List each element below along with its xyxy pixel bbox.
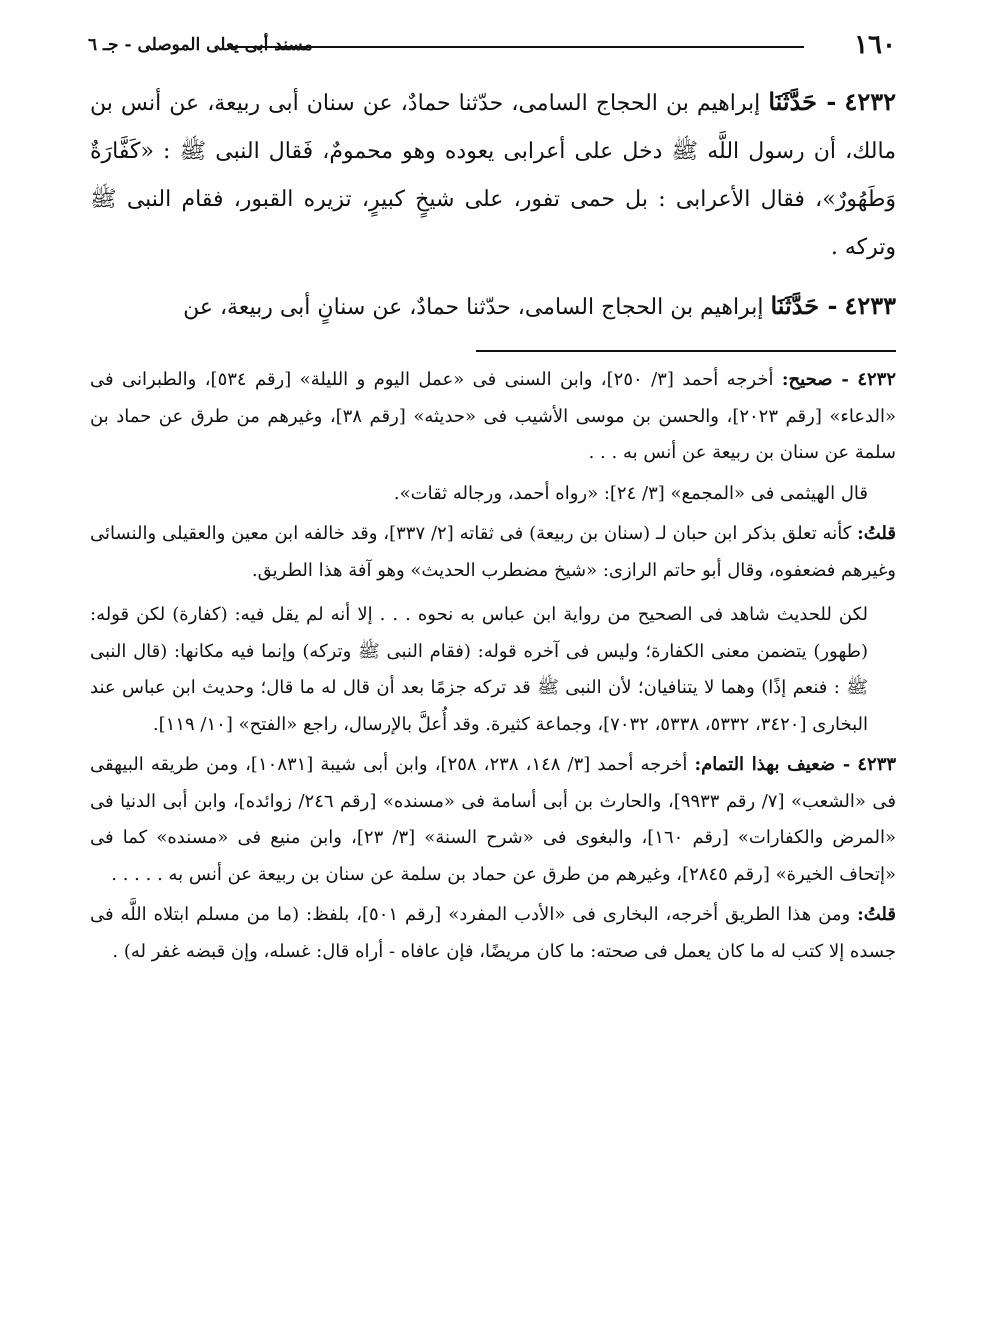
footnote-4233-qult [90, 897, 896, 970]
header-rule [230, 46, 804, 48]
hadith-4232: ٤٢٣٢ - حَدَّثَنَا إبراهيم بن الحجاج السامى، حدّثنا حمادٌ، عن سنان أبى ربيعة، عن أنس بن مالك، أن رسول اللَّه ﷺ دخل على أعرابى يعوده وهو محمومٌ، فَقال النبى ﷺ : «كَفَّارَةٌ وَطَهُورٌ»، فقال الأعرابى : بل حمى تفور، على شيخٍ كبيرٍ، تزيره القبور، فقام النبى ﷺ وتركه . [90, 87, 896, 260]
footnotes [90, 362, 896, 974]
footnote-text: أخرجه أحمد [٣/ ١٤٨، ٢٣٨، ٢٥٨]، وابن أبى شيبة [١٠٨٣١]، ومن طريقه البيهقى فى «الشعب» [٧/ رقم ٩٩٣٣]، والحارث بن أبى أسامة فى «مسنده» [رقم ٢٤٦/ زوائده]، وابن أبى الدنيا فى «المرض والكفارات» [رقم ١٦٠]، والبغوى فى «شرح السنة» [٣/ ٢٣]، وابن منيع فى «مسنده» كما فى «إتحاف الخيرة» [رقم ٢٨٤٥]، وغيرهم من طرق عن حماد بن سلمة عن سنان بن ربيعة عن أنس به . . . . . [90, 754, 896, 885]
hadith-number: ٤٢٣٣ [844, 291, 896, 320]
footnote-4232-shahid [90, 597, 896, 743]
hadith-number: ٤٢٣٢ [844, 87, 896, 116]
footnote-4232-qult [90, 516, 896, 589]
footnote-text: قال الهيثمى فى «المجمع» [٣/ ٢٤]: «رواه أحمد، ورجاله ثقات». [393, 482, 868, 504]
main-text [90, 78, 896, 342]
footnote-4233-sources: ٤٢٣٣ - ضعيف بهذا التمام: أخرجه أحمد [٣/ ١٤٨، ٢٣٨، ٢٥٨]، وابن أبى شيبة [١٠٨٣١]، ومن طريقه البيهقى فى «الشعب» [٧/ رقم ٩٩٣٣]، والحارث بن أبى أسامة فى «مسنده» [رقم ٢٤٦/ زوائده]، وابن أبى الدنيا فى «المرض والكفارات» [رقم ١٦٠]، والبغوى فى «شرح السنة» [٣/ ٢٣]، وابن منيع فى «مسنده» كما فى «إتحاف الخيرة» [رقم ٢٨٤٥]، وغيرهم من طرق عن حماد بن سلمة عن سنان بن ربيعة عن أنس به . . . . . [90, 754, 897, 885]
footnote-text: كأنه تعلق بذكر ابن حبان لـ (سنان بن ربيعة) فى ثقاته [٢/ ٣٣٧]، وقد خالفه ابن معين والعقيلى والنسائى وغيرهم فضعفوه، وقال أبو حاتم الرازى: «شيخ مضطرب الحديث» وهو آفة هذا الطريق. [90, 523, 896, 581]
footnote-number: ٤٢٣٣ [857, 754, 897, 775]
haddathana-word: حَدَّثَنَا [768, 87, 817, 116]
hadith-text: إبراهيم بن الحجاج السامى، حدّثنا حمادٌ، عن سنان أبى ربيعة، عن أنس بن مالك، أن رسول اللَّه ﷺ دخل على أعرابى يعوده وهو محمومٌ، فَقال النبى ﷺ : «كَفَّارَةٌ وَطَهُورٌ»، فقال الأعرابى : بل حمى تفور، على شيخٍ كبيرٍ، تزيره القبور، فقام النبى ﷺ وتركه . [90, 91, 896, 260]
footnote-number: ٤٢٣٢ [857, 369, 896, 390]
footnote-text: ومن هذا الطريق أخرجه، البخارى فى «الأدب المفرد» [رقم ٥٠١]، بلفظ: (ما من مسلم ابتلاه اللَّه فى جسده إلا كتب له ما كان يعمل فى صحته: ما كان مريضًا، فإن عافاه - أراه قال: غسله، وإن قبضه غفر له) . [90, 904, 896, 962]
qult-label: قلتُ: [857, 523, 896, 544]
book-title: مسند أبى يعلى الموصلى - جـ ٦ [88, 35, 313, 55]
footnote-4232-sources: ٤٢٣٢ - صحيح: أخرجه أحمد [٣/ ٢٥٠]، وابن السنى فى «عمل اليوم و الليلة» [رقم ٥٣٤]، والطبرانى فى «الدعاء» [رقم ٢٠٢٣]، والحسن بن موسى الأشيب فى «حديثه» [رقم ٣٨]، وغيرهم من طرق عن حماد بن سلمة عن سنان بن ربيعة عن أنس به . . . [90, 369, 897, 463]
footnote-grade: صحيح: [781, 369, 833, 390]
haddathana-word: حَدَّثَنَا [770, 291, 820, 320]
footnote-4232-haythami [90, 476, 896, 513]
page-number: ١٦٠ [854, 30, 896, 60]
hadith-text: إبراهيم بن الحجاج السامى، حدّثنا حمادٌ، عن سنانٍ أبى ربيعة، عن [183, 295, 764, 320]
qult-label: قلتُ: [857, 904, 896, 925]
footnote-separator [476, 350, 896, 352]
hadith-4233: ٤٢٣٣ - حَدَّثَنَا إبراهيم بن الحجاج السامى، حدّثنا حمادٌ، عن سنانٍ أبى ربيعة، عن [183, 291, 896, 320]
footnote-grade: ضعيف بهذا التمام: [694, 754, 836, 775]
footnote-text: لكن للحديث شاهد فى الصحيح من رواية ابن عباس به نحوه . . . إلا أنه لم يقل فيه: (كفارة) لكن قوله: (طهور) يتضمن معنى الكفارة؛ وليس فى آخره قوله: (فقام النبى ﷺ وتركه) وإنما فيه مكانها: (قال النبى ﷺ : فنعم إذًا) وهما لا يتنافيان؛ لأن النبى ﷺ قد تركه جزمًا بعد أن قال له ما قال؛ وحديث ابن عباس عند البخارى [٣٤٢٠، ٥٣٣٢، ٥٣٣٨، ٧٠٣٢]، وجماعة كثيرة. وقد أُعلَّ بالإرسال، راجع «الفتح» [١٠/ ١١٩]. [90, 604, 868, 735]
footnote-text: أخرجه أحمد [٣/ ٢٥٠]، وابن السنى فى «عمل اليوم و الليلة» [رقم ٥٣٤]، والطبرانى فى «الدعاء» [رقم ٢٠٢٣]، والحسن بن موسى الأشيب فى «حديثه» [رقم ٣٨]، وغيرهم من طرق عن حماد بن سلمة عن سنان بن ربيعة عن أنس به . . . [90, 369, 897, 463]
running-header [88, 28, 896, 62]
